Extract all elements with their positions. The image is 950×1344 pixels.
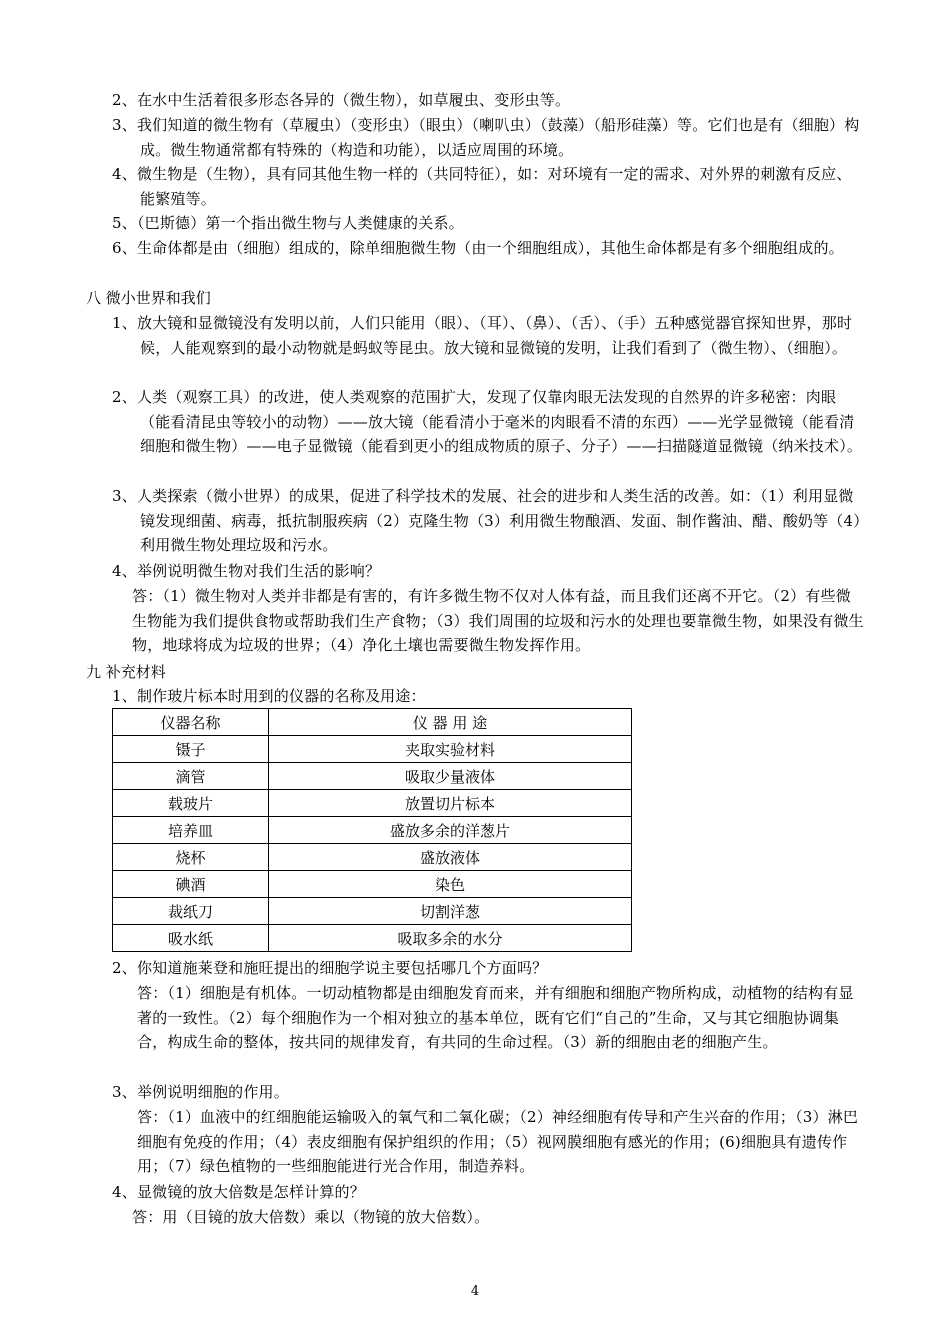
page-number: 4 [470,1284,480,1299]
table-row [113,736,632,763]
item-text: 放大镜和显微镜没有发明以前，人们只能用（眼）、（耳）、（鼻）、（舌）、（手）五种感觉器官探知世界，那时候，人能观察到的最小动物就是蚂蚁等昆虫。放大镜和显微镜的发明，让我们看到了（微生物）、（细胞）。 [136,314,853,357]
item-number: 2、 [112,959,137,977]
table-cell: 盛放液体 [269,844,632,871]
list-item [112,385,864,459]
item-text: 你知道施莱登和施旺提出的细胞学说主要包括哪几个方面吗？ [136,959,548,977]
table-header-cell: 仪 器 用 途 [269,709,632,736]
item-number: 3、 [112,487,137,505]
item-text: （巴斯德）第一个指出微生物与人类健康的关系。 [136,214,464,232]
table-cell: 培养皿 [113,817,269,844]
table-cell: 盛放多余的洋葱片 [269,817,632,844]
table-row [113,790,632,817]
section-heading-8: 八 微小世界和我们 [86,289,211,307]
item-text: 我们知道的微生物有（草履虫）（变形虫）（眼虫）（喇叭虫）（鼓藻）（船形硅藻）等。它们也是有（细胞）构成。微生物通常都有特殊的（构造和功能），以适应周围的环境。 [136,116,860,159]
table-cell: 镊子 [113,736,269,763]
list-item [112,236,864,261]
answer-text: 答：用（目镜的放大倍数）乘以（物镜的放大倍数）。 [132,1208,490,1226]
list-item [112,559,864,584]
table-row [113,763,632,790]
item-number: 2、 [112,91,137,109]
item-number: 3、 [112,116,137,134]
list-item [112,311,864,360]
item-number: 1、 [112,687,137,705]
item-number: 4、 [112,562,137,580]
item-number: 3、 [112,1083,137,1101]
table-row [113,817,632,844]
table-row [113,871,632,898]
list-item [112,484,864,558]
item-number: 4、 [112,165,137,183]
list-item [112,162,864,211]
answer-text: 答：（1）微生物对人类并非都是有害的，有许多微生物不仅对人体有益，而且我们还离不开它。（2）有些微生物能为我们提供食物或帮助我们生产食物；（3）我们周围的垃圾和污水的处理也要靠微生物，如果没有微生物，地球将成为垃圾的世界；（4）净化土壤也需要微生物发挥作用。 [132,587,864,654]
table-row [113,925,632,952]
item-text: 在水中生活着很多形态各异的（微生物），如草履虫、变形虫等。 [136,91,571,109]
table-cell: 滴管 [113,763,269,790]
table-row [113,844,632,871]
list-item [112,1080,864,1105]
table-cell: 吸取多余的水分 [269,925,632,952]
item-text: 举例说明细胞的作用。 [136,1083,289,1101]
list-item [112,211,864,236]
table-cell: 碘酒 [113,871,269,898]
item-number: 4、 [112,1183,137,1201]
list-item [112,956,864,981]
item-text: 举例说明微生物对我们生活的影响？ [136,562,381,580]
list-item [112,684,864,709]
item-text: 生命体都是由（细胞）组成的，除单细胞微生物（由一个细胞组成），其他生命体都是有多个细胞组成的。 [136,239,844,257]
table-cell: 染色 [269,871,632,898]
item-text: 人类探索（微小世界）的成果，促进了科学技术的发展、社会的进步和人类生活的改善。如：（1）利用显微镜发现细菌、病毒，抵抗制服疾病（2）克隆生物（3）利用微生物酿酒、发面、制作酱油、醋、酸奶等（4）利用微生物处理垃圾和污水。 [136,487,861,554]
item-text: 制作玻片标本时用到的仪器的名称及用途： [136,687,426,705]
table-header-row [113,709,632,736]
item-text: 人类（观察工具）的改进，使人类观察的范围扩大，发现了仅靠肉眼无法发现的自然界的许多秘密：肉眼（能看清昆虫等较小的动物）——放大镜（能看清小于毫米的肉眼看不清的东西）——光学显微镜（能看清细胞和微生物）——电子显微镜（能看到更小的组成物质的原子、分子）——扫描隧道显微镜（纳米技术）。 [136,388,863,455]
section-heading-9: 九 补充材料 [86,663,166,681]
answer-text: 答：（1）细胞是有机体。一切动植物都是由细胞发育而来，并有细胞和细胞产物所构成，动植物的结构有显著的一致性。（2）每个细胞作为一个相对独立的基本单位，既有它们“自己的”生命，又与其它细胞协调集合，构成生命的整体，按共同的规律发育，有共同的生命过程。（3）新的细胞由老的细胞产生。 [137,984,854,1051]
item-number: 2、 [112,388,137,406]
item-text: 微生物是（生物），具有同其他生物一样的（共同特征），如：对环境有一定的需求、对外界的刺激有反应、能繁殖等。 [136,165,852,208]
list-item [112,113,864,162]
table-cell: 夹取实验材料 [269,736,632,763]
table-cell: 裁纸刀 [113,898,269,925]
table-row [113,898,632,925]
table-cell: 烧杯 [113,844,269,871]
table-cell: 吸水纸 [113,925,269,952]
table-cell: 载玻片 [113,790,269,817]
item-number: 1、 [112,314,137,332]
answer-text: 答：（1）血液中的红细胞能运输吸入的氧气和二氧化碳；（2）神经细胞有传导和产生兴奋的作用；（3）淋巴细胞有免疫的作用；（4）表皮细胞有保护组织的作用；（5）视网膜细胞有感光的作用；(6)细胞具有遗传作用；（7）绿色植物的一些细胞能进行光合作用，制造养料。 [137,1108,859,1175]
list-item [112,1180,864,1205]
table-cell: 吸取少量液体 [269,763,632,790]
item-number: 5、 [112,214,137,232]
item-text: 显微镜的放大倍数是怎样计算的？ [136,1183,365,1201]
item-number: 6、 [112,239,137,257]
list-item [112,88,864,113]
instrument-table [112,708,632,952]
table-cell: 放置切片标本 [269,790,632,817]
table-header-cell: 仪器名称 [113,709,269,736]
table-cell: 切割洋葱 [269,898,632,925]
